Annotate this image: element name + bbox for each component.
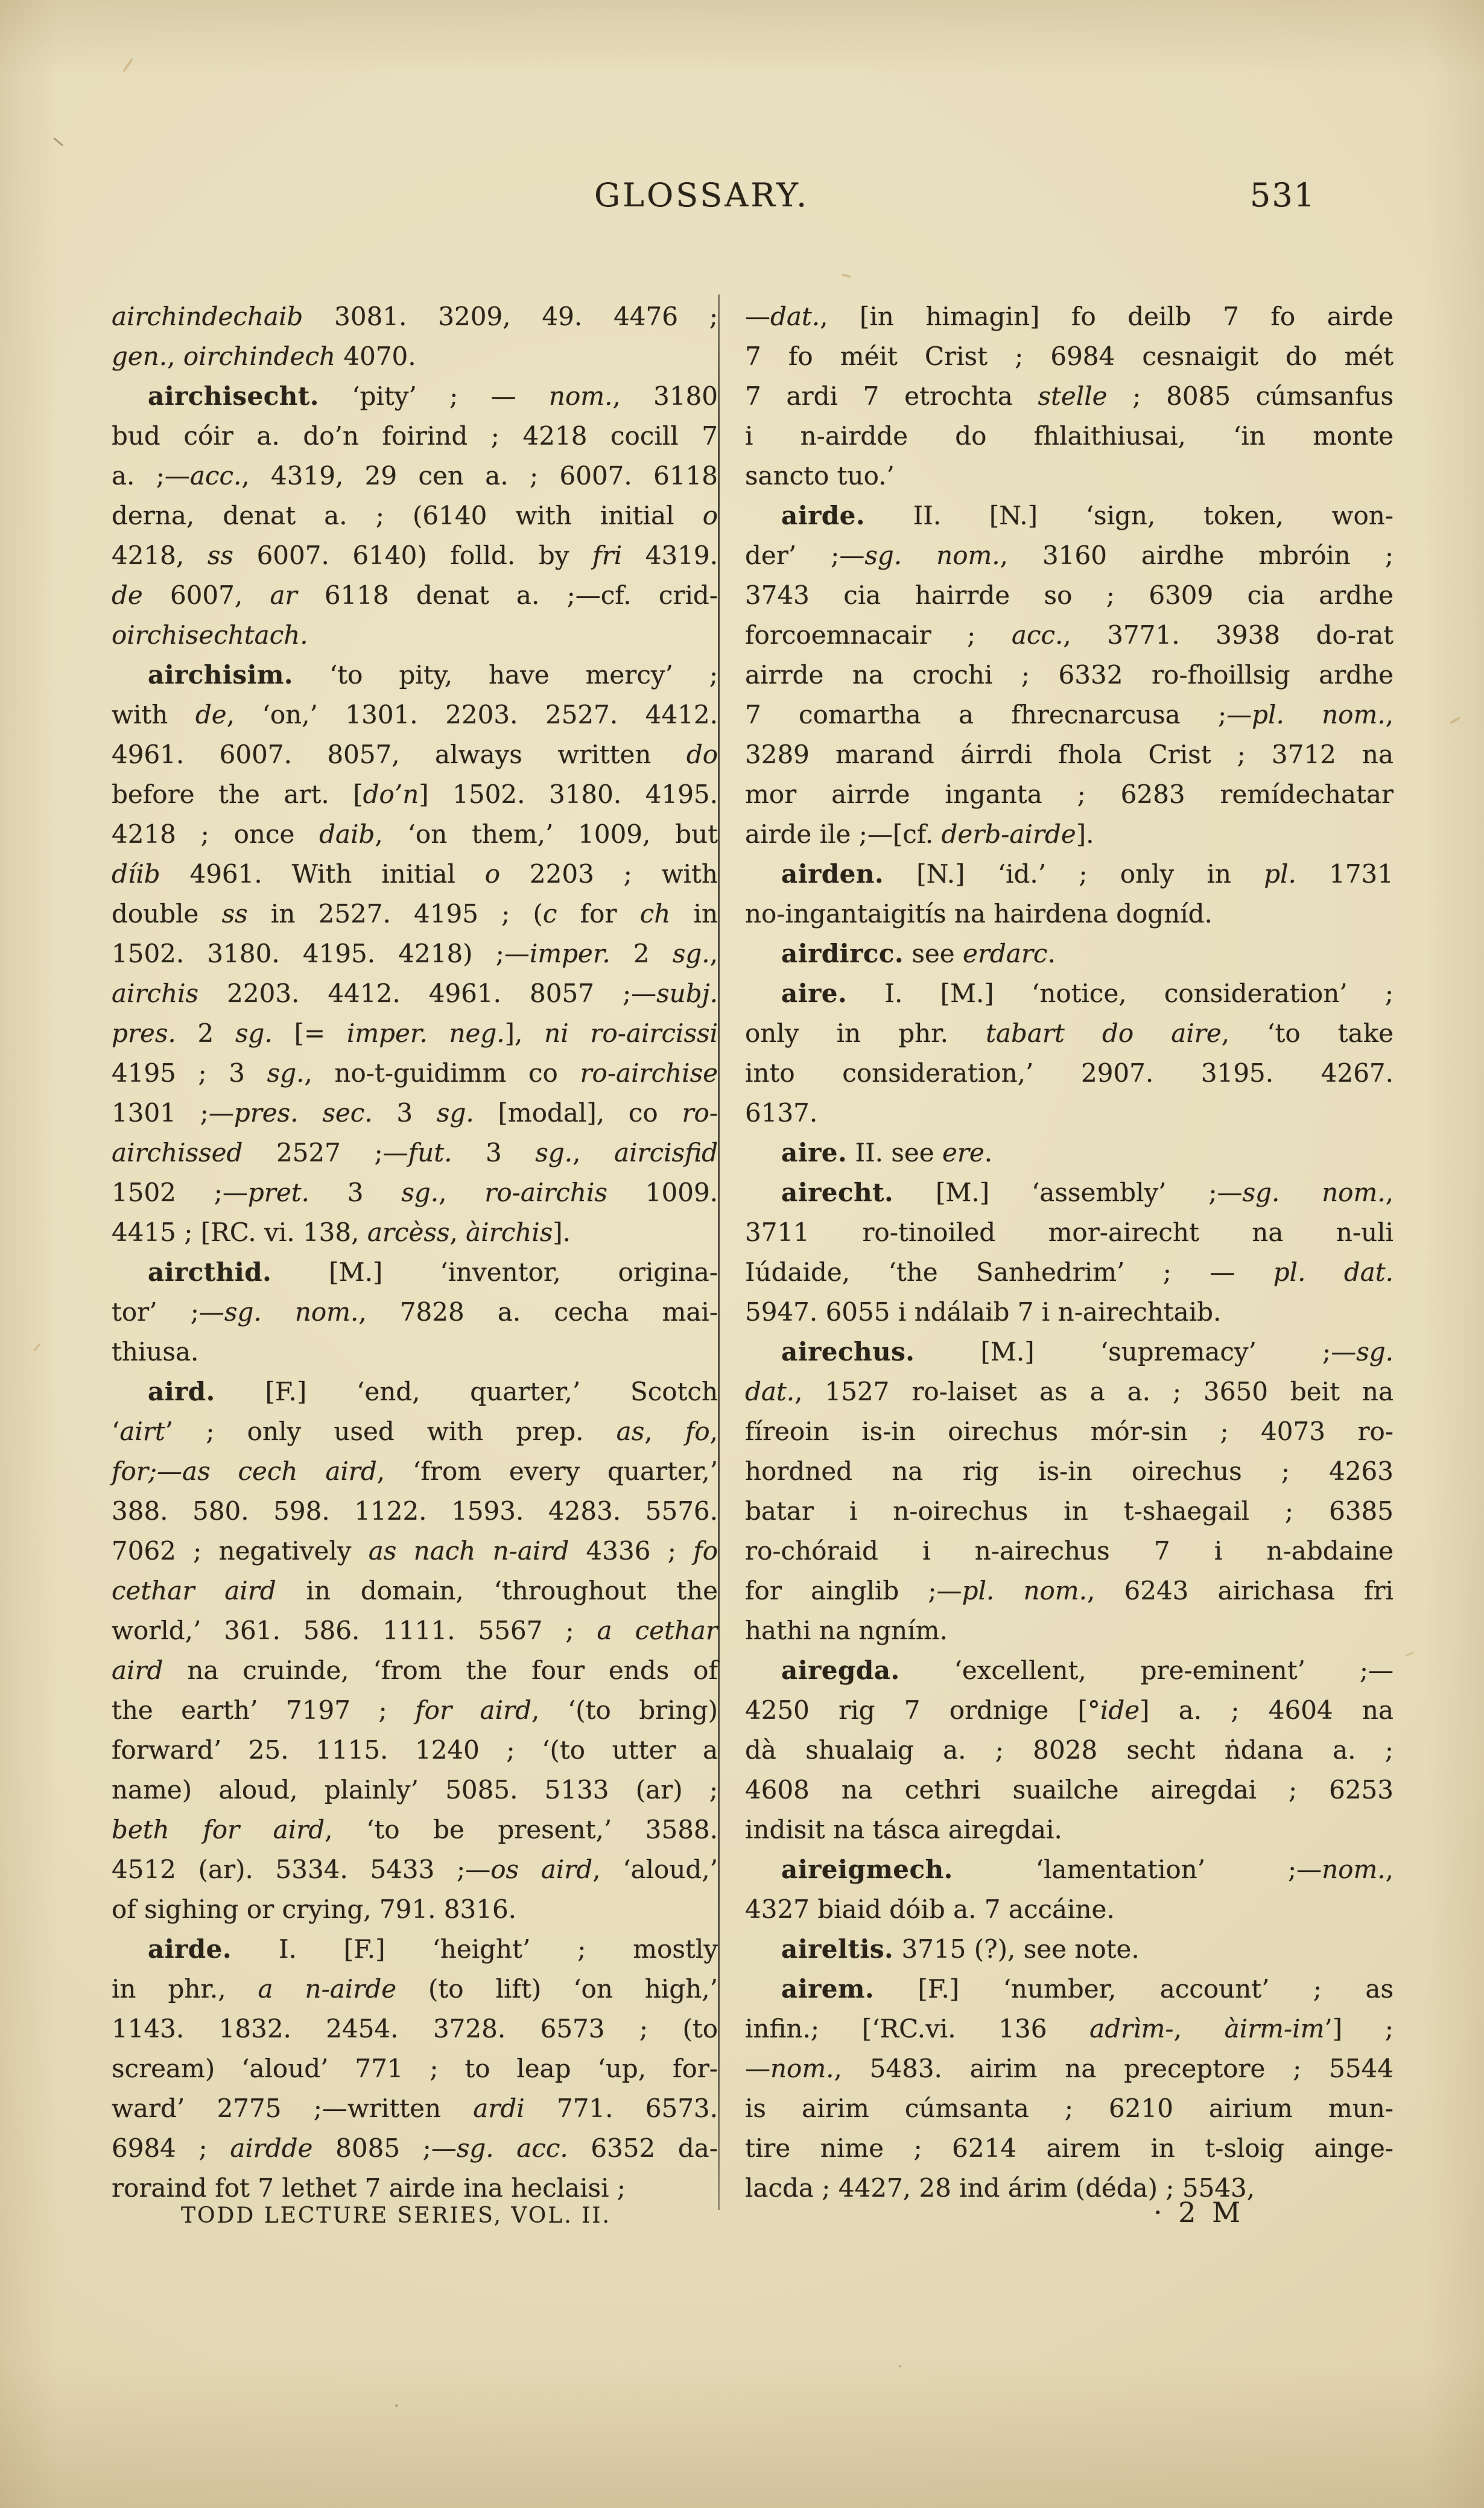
- text-line: cethar aird in domain, ‘throughout the: [112, 1576, 718, 1605]
- text-line: tire nime ; 6214 airem in t-sloig ainge-: [745, 2133, 1394, 2163]
- text-line: 7062 ; negatively as nach n-aird 4336 ; fo: [112, 1536, 718, 1566]
- text-line: 1143. 1832. 2454. 3728. 6573 ; (to: [112, 2014, 718, 2043]
- text-line: scream) ‘aloud’ 771 ; to leap ‘up, for-: [112, 2054, 718, 2083]
- column-divider: [718, 294, 720, 2210]
- text-line: 4327 biaid dóib a. 7 accáine.: [745, 1894, 1115, 1924]
- text-line: airegda. ‘excellent, pre-eminent’ ;—: [781, 1656, 1394, 1685]
- text-line: hordned na rig is-in oirechus ; 4263: [745, 1456, 1394, 1486]
- text-line: 4415 ; [RC. vi. 138, arcèss, àirchis].: [112, 1217, 571, 1247]
- text-line: airdircc. see erdarc.: [781, 939, 1056, 968]
- text-line: 1502 ;—pret. 3 sg., ro-airchis 1009.: [112, 1178, 718, 1207]
- text-line: indisit na tásca airegdai.: [745, 1815, 1062, 1844]
- paper-speck: [33, 1343, 41, 1351]
- text-line: de 6007, ar 6118 denat a. ;—cf. crid-: [112, 580, 718, 610]
- text-line: for ainglib ;—pl. nom., 6243 airichasa fri: [745, 1576, 1394, 1605]
- column-left: [112, 297, 718, 2208]
- text-line: 3289 marand áirrdi fhola Crist ; 3712 na: [745, 740, 1394, 769]
- text-line: airde ile ;—[cf. derb-airde].: [745, 819, 1094, 849]
- text-line: into consideration,’ 2907. 3195. 4267.: [745, 1058, 1394, 1088]
- text-line: 4195 ; 3 sg., no-t-guidimm co ro-airchise: [112, 1058, 718, 1088]
- text-line: before the art. [do’n] 1502. 3180. 4195.: [112, 779, 718, 809]
- text-line: dà shualaig a. ; 8028 secht ṅdana a. ;: [745, 1735, 1394, 1765]
- text-line: airecht. [M.] ‘assembly’ ;—sg. nom.,: [781, 1178, 1394, 1207]
- text-line: airde. II. [N.] ‘sign, token, won-: [781, 501, 1394, 530]
- text-line: tor’ ;—sg. nom., 7828 a. cecha mai-: [112, 1297, 718, 1327]
- text-line: 6984 ; airdde 8085 ;—sg. acc. 6352 da-: [112, 2133, 718, 2163]
- paper-speck: [53, 137, 63, 146]
- text-line: 4218 ; once daib, ‘on them,’ 1009, but: [112, 819, 718, 849]
- text-line: no-ingantaigitís na hairdena dogníd.: [745, 899, 1213, 929]
- text-line: airrde na crochi ; 6332 ro-fhoillsig ardhe: [745, 660, 1394, 690]
- text-line: airde. I. [F.] ‘height’ ; mostly: [148, 1934, 718, 1964]
- text-line: 6137.: [745, 1098, 818, 1128]
- text-line: 3711 ro-tinoiled mor-airecht na n-uli: [745, 1217, 1394, 1247]
- text-line: aireigmech. ‘lamentation’ ;—nom.,: [781, 1855, 1394, 1884]
- text-line: —nom., 5483. airim na preceptore ; 5544: [745, 2054, 1394, 2083]
- text-line: ro-chóraid i n-airechus 7 i n-abdaine: [745, 1536, 1394, 1566]
- text-line: aird. [F.] ‘end, quarter,’ Scotch: [148, 1377, 718, 1406]
- text-line: airem. [F.] ‘number, account’ ; as: [781, 1974, 1394, 2004]
- text-line: airchisecht. ‘pity’ ; — nom., 3180: [148, 381, 718, 411]
- text-line: airchindechaib 3081. 3209, 49. 4476 ;: [112, 302, 718, 331]
- text-line: 4961. 6007. 8057, always written do: [112, 740, 718, 769]
- text-line: 7 ardi 7 etrochta stelle ; 8085 cúmsanfus: [745, 381, 1394, 411]
- text-line: 3743 cia hairrde so ; 6309 cia ardhe: [745, 580, 1394, 610]
- paper-speck: [1450, 717, 1460, 724]
- text-line: double ss in 2527. 4195 ; (c for ch in: [112, 899, 718, 929]
- column-right: [745, 297, 1394, 2208]
- text-line: díib 4961. With initial o 2203 ; with: [112, 859, 718, 889]
- text-line: in phr., a n-airde (to lift) ‘on high,’: [112, 1974, 718, 2004]
- text-line: beth for aird, ‘to be present,’ 3588.: [112, 1815, 718, 1844]
- text-line: fíreoin is-in oirechus mór-sin ; 4073 ro-: [745, 1417, 1394, 1446]
- page-title: GLOSSARY.: [594, 176, 810, 214]
- footer-signature: · 2 M: [1153, 2196, 1245, 2229]
- text-line: forward’ 25. 1115. 1240 ; ‘(to utter a: [112, 1735, 718, 1765]
- text-line: forcoemnacair ; acc., 3771. 3938 do-rat: [745, 620, 1394, 650]
- text-line: 5947. 6055 i ndálaib 7 i n-airechtaib.: [745, 1297, 1222, 1327]
- text-line: ward’ 2775 ;—written ardi 771. 6573.: [112, 2094, 718, 2123]
- text-line: oirchisechtach.: [112, 620, 308, 650]
- text-line: hathi na ngním.: [745, 1616, 948, 1645]
- text-line: sancto tuo.’: [745, 461, 895, 490]
- text-line: thiusa.: [112, 1337, 199, 1367]
- text-line: the earth’ 7197 ; for aird, ‘(to bring): [112, 1695, 718, 1725]
- text-line: airden. [N.] ‘id.’ ; only in pl. 1731: [781, 859, 1394, 889]
- text-line: only in phr. tabart do aire, ‘to take: [745, 1018, 1394, 1048]
- text-line: 7 fo méit Crist ; 6984 cesnaigit do mét: [745, 341, 1394, 371]
- text-line: pres. 2 sg. [= imper. neg.], ni ro-aircissi: [112, 1018, 718, 1048]
- text-line: airechus. [M.] ‘supremacy’ ;—sg.: [781, 1337, 1394, 1367]
- text-line: aireltis. 3715 (?), see note.: [781, 1934, 1140, 1964]
- paper-speck: [899, 2365, 901, 2367]
- footer-series: TODD LECTURE SERIES, VOL. II.: [181, 2203, 611, 2228]
- page-number: 531: [1250, 176, 1316, 214]
- text-line: Iúdaide, ‘the Sanhedrim’ ; — pl. dat.: [745, 1257, 1394, 1287]
- text-line: ‘airt’ ; only used with prep. as, fo,: [112, 1417, 718, 1446]
- text-line: a. ;—acc., 4319, 29 cen a. ; 6007. 6118: [112, 461, 718, 490]
- text-line: aird na cruinde, ‘from the four ends of: [112, 1656, 718, 1685]
- paper-speck: [395, 2404, 398, 2407]
- text-line: 4512 (ar). 5334. 5433 ;—os aird, ‘aloud,’: [112, 1855, 718, 1884]
- text-line: mor airrde inganta ; 6283 remídechatar: [745, 779, 1394, 809]
- paper-speck: [842, 273, 851, 278]
- text-line: 4218, ss 6007. 6140) folld. by fri 4319.: [112, 541, 718, 570]
- text-line: for;—as cech aird, ‘from every quarter,’: [112, 1456, 718, 1486]
- text-line: aire. II. see ere.: [781, 1138, 993, 1167]
- text-line: —dat., [in himagin] fo deilb 7 fo airde: [745, 302, 1394, 331]
- text-line: of sighing or crying, 791. 8316.: [112, 1894, 517, 1924]
- paper-speck: [122, 58, 133, 72]
- text-line: bud cóir a. do’n foirind ; 4218 cocill 7: [112, 421, 718, 451]
- text-line: aire. I. [M.] ‘notice, consideration’ ;: [781, 979, 1394, 1008]
- text-line: with de, ‘on,’ 1301. 2203. 2527. 4412.: [112, 700, 718, 729]
- text-line: 1502. 3180. 4195. 4218) ;—imper. 2 sg.,: [112, 939, 718, 968]
- text-line: i n-airdde do fhlaithiusai, ‘in monte: [745, 421, 1394, 451]
- text-line: 4608 na cethri suailche airegdai ; 6253: [745, 1775, 1394, 1805]
- text-line: aircthid. [M.] ‘inventor, origina-: [148, 1257, 718, 1287]
- text-line: infin.; [‘RC.vi. 136 adrìm-, àirm-im’] ;: [745, 2014, 1394, 2043]
- text-line: batar i n-oirechus in t-shaegail ; 6385: [745, 1496, 1394, 1526]
- text-line: 388. 580. 598. 1122. 1593. 4283. 5576.: [112, 1496, 718, 1526]
- text-line: dat., 1527 ro-laiset as a a. ; 3650 beit na: [745, 1377, 1394, 1406]
- text-line: world,’ 361. 586. 1111. 5567 ; a cethar: [112, 1616, 718, 1645]
- text-line: gen., oirchindech 4070.: [112, 341, 416, 371]
- paper-speck: [1406, 1651, 1414, 1657]
- text-line: airchis 2203. 4412. 4961. 8057 ;—subj.: [112, 979, 718, 1008]
- text-line: roraind fot 7 lethet 7 airde ina heclaisi ;: [112, 2173, 626, 2203]
- text-line: 7 comartha a fhrecnarcusa ;—pl. nom.,: [745, 700, 1394, 729]
- text-line: 1301 ;—pres. sec. 3 sg. [modal], co ro-: [112, 1098, 718, 1128]
- text-line: der’ ;—sg. nom., 3160 airdhe mbróin ;: [745, 541, 1394, 570]
- text-line: is airim cúmsanta ; 6210 airium mun-: [745, 2094, 1394, 2123]
- text-line: airchissed 2527 ;—fut. 3 sg., aircisfid: [112, 1138, 718, 1167]
- text-line: name) aloud, plainly’ 5085. 5133 (ar) ;: [112, 1775, 718, 1805]
- text-line: 4250 rig 7 ordnige [°ide] a. ; 4604 na: [745, 1695, 1394, 1725]
- text-line: lacda ; 4427, 28 ind árim (déda) ; 5543,: [745, 2173, 1255, 2203]
- text-line: airchisim. ‘to pity, have mercy’ ;: [148, 660, 718, 690]
- text-line: derna, denat a. ; (6140 with initial o: [112, 501, 718, 530]
